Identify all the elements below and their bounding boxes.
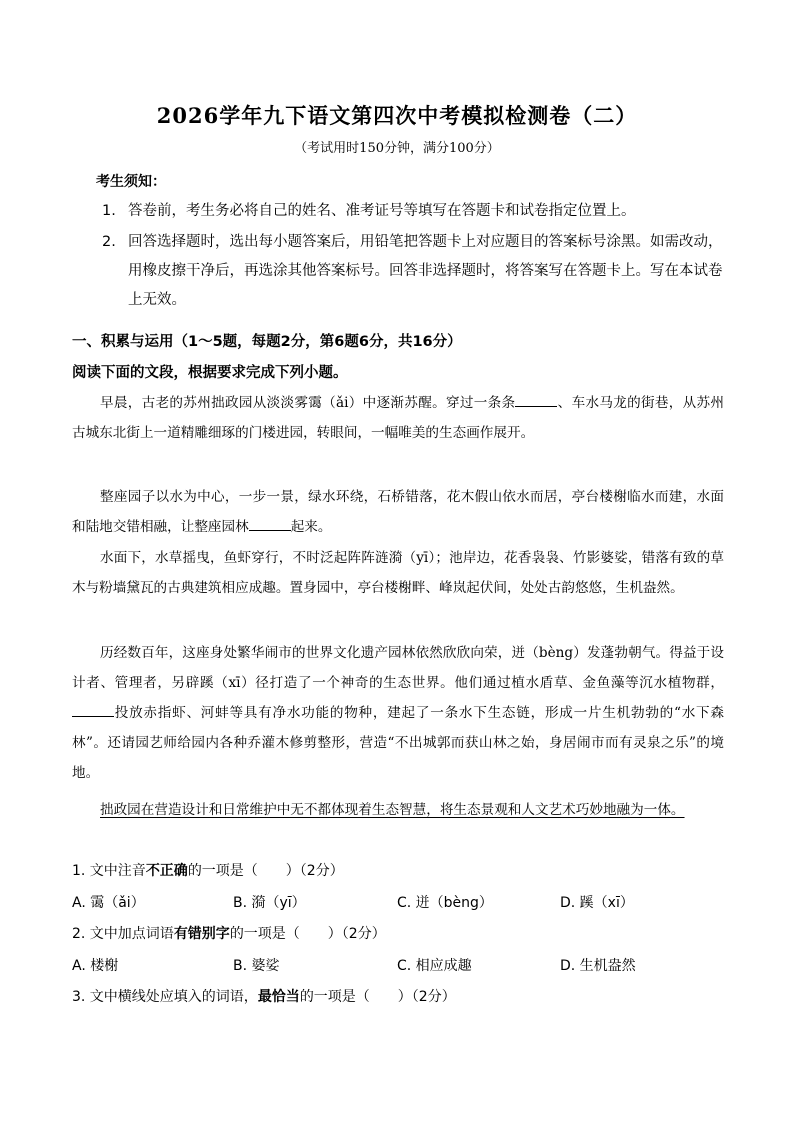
option-a[interactable]: A. 楼榭 bbox=[72, 958, 119, 974]
passage-paragraph-5 bbox=[72, 795, 724, 825]
question-3 bbox=[72, 986, 456, 1006]
passage-paragraph-4 bbox=[72, 638, 724, 788]
notice-item-text: 回答选择题时，选出每小题答案后，用铅笔把答题卡上对应题目的答案标号涂黑。如需改动，用橡皮擦干净后，再选涂其他答案标号。回答非选择题时，将答案写在答题卡上。写在本试卷上无效。 bbox=[128, 234, 723, 308]
passage-paragraph-3: 水面下，水草摇曳，鱼虾穿行，不时泛起阵阵涟漪（yī）；池岸边，花香袅袅、竹影婆娑，错落有致的草木与粉墙黛瓦的古典建筑相应成趣。置身园中，亭台楼榭畔、峰岚起伏间，处处古韵悠悠，生机盎然。 bbox=[72, 550, 724, 596]
notice-item-number: 1. bbox=[102, 203, 116, 219]
option-c[interactable]: C. 迸（bèng） bbox=[397, 895, 493, 911]
question-2 bbox=[72, 923, 386, 943]
fill-blank bbox=[515, 392, 557, 407]
passage-text: 历经数百年，这座身处繁华闹市的世界文化遗产园林依然欣欣向荣，迸（bèng）发蓬勃朝气。得益于设计者、管理者，另辟蹊（xī）径打造了一个神奇的生态世界。他们通过植水盾草、金鱼藻等沉水植物群， bbox=[72, 645, 724, 691]
option-c[interactable]: C. 相应成趣 bbox=[397, 958, 472, 974]
passage-text: 整座园子以水为中心，一步一景，绿水环绕，石桥错落，花木假山依水而居，亭台楼榭临水而建，水面和陆地交错相融，让整座园林 bbox=[72, 489, 724, 535]
section-instruction: 阅读下面的文段，根据要求完成下列小题。 bbox=[72, 365, 348, 381]
option-b[interactable]: B. 婆娑 bbox=[233, 958, 280, 974]
passage-paragraph-1 bbox=[72, 388, 724, 448]
question-1 bbox=[72, 860, 344, 880]
passage-text: 起来。 bbox=[290, 519, 332, 535]
question-text: 1. 文中注音 bbox=[72, 863, 146, 879]
question-text: 的一项是（ ）（2分） bbox=[229, 926, 386, 942]
question-text: 2. 文中加点词语 bbox=[72, 926, 174, 942]
notice-item-2 bbox=[102, 228, 732, 315]
fill-blank bbox=[249, 516, 291, 531]
question-text: 的一项是（ ）（2分） bbox=[187, 863, 344, 879]
exam-subtitle: （考试用时150分钟，满分100分） bbox=[294, 141, 500, 156]
question-emphasis: 最恰当 bbox=[257, 989, 300, 1005]
exam-title: 2026学年九下语文第四次中考模拟检测卷（二） bbox=[156, 103, 638, 128]
question-text: 3. 文中横线处应填入的词语， bbox=[72, 989, 258, 1005]
underlined-sentence: 拙政园在营造设计和日常维护中无不都体现着生态智慧，将生态景观和人文艺术巧妙地融为一体。 bbox=[100, 802, 685, 818]
notice-item-number: 2. bbox=[102, 234, 116, 250]
fill-blank bbox=[72, 702, 114, 717]
passage-text: 、车水马龙的街巷，从苏州古城东北街上一道精雕细琢的门楼进园，转眼间，一幅唯美的生态画作展开。 bbox=[72, 395, 725, 441]
passage-text: 早晨，古老的苏州拙政园从淡淡雾霭（ǎi）中逐渐苏醒。穿过一条条 bbox=[100, 395, 516, 411]
passage-text: 投放赤指虾、河蚌等具有净水功能的物种，建起了一条水下生态链，形成一片生机勃勃的“水下森林”。还请园艺师给园内各种乔灌木修剪整形，营造“不出城郭而获山林之始，身居闹市而有灵泉之乐”的境地。 bbox=[72, 705, 724, 781]
notice-item-1 bbox=[102, 197, 732, 226]
section-heading: 一、积累与运用（1～5题，每题2分，第6题6分，共16分） bbox=[72, 334, 462, 350]
notice-item-text: 答卷前，考生务必将自己的姓名、准考证号等填写在答题卡和试卷指定位置上。 bbox=[128, 203, 636, 219]
option-d[interactable]: D. 蹊（xī） bbox=[560, 895, 634, 911]
option-a[interactable]: A. 霭（ǎi） bbox=[72, 895, 145, 911]
passage-paragraph-2 bbox=[72, 482, 724, 542]
question-emphasis: 不正确 bbox=[145, 863, 188, 879]
option-b[interactable]: B. 漪（yī） bbox=[233, 895, 306, 911]
question-text: 的一项是（ ）（2分） bbox=[299, 989, 456, 1005]
option-d[interactable]: D. 生机盎然 bbox=[560, 958, 636, 974]
notice-heading: 考生须知： bbox=[96, 174, 166, 190]
question-emphasis: 有错别字 bbox=[173, 926, 230, 942]
